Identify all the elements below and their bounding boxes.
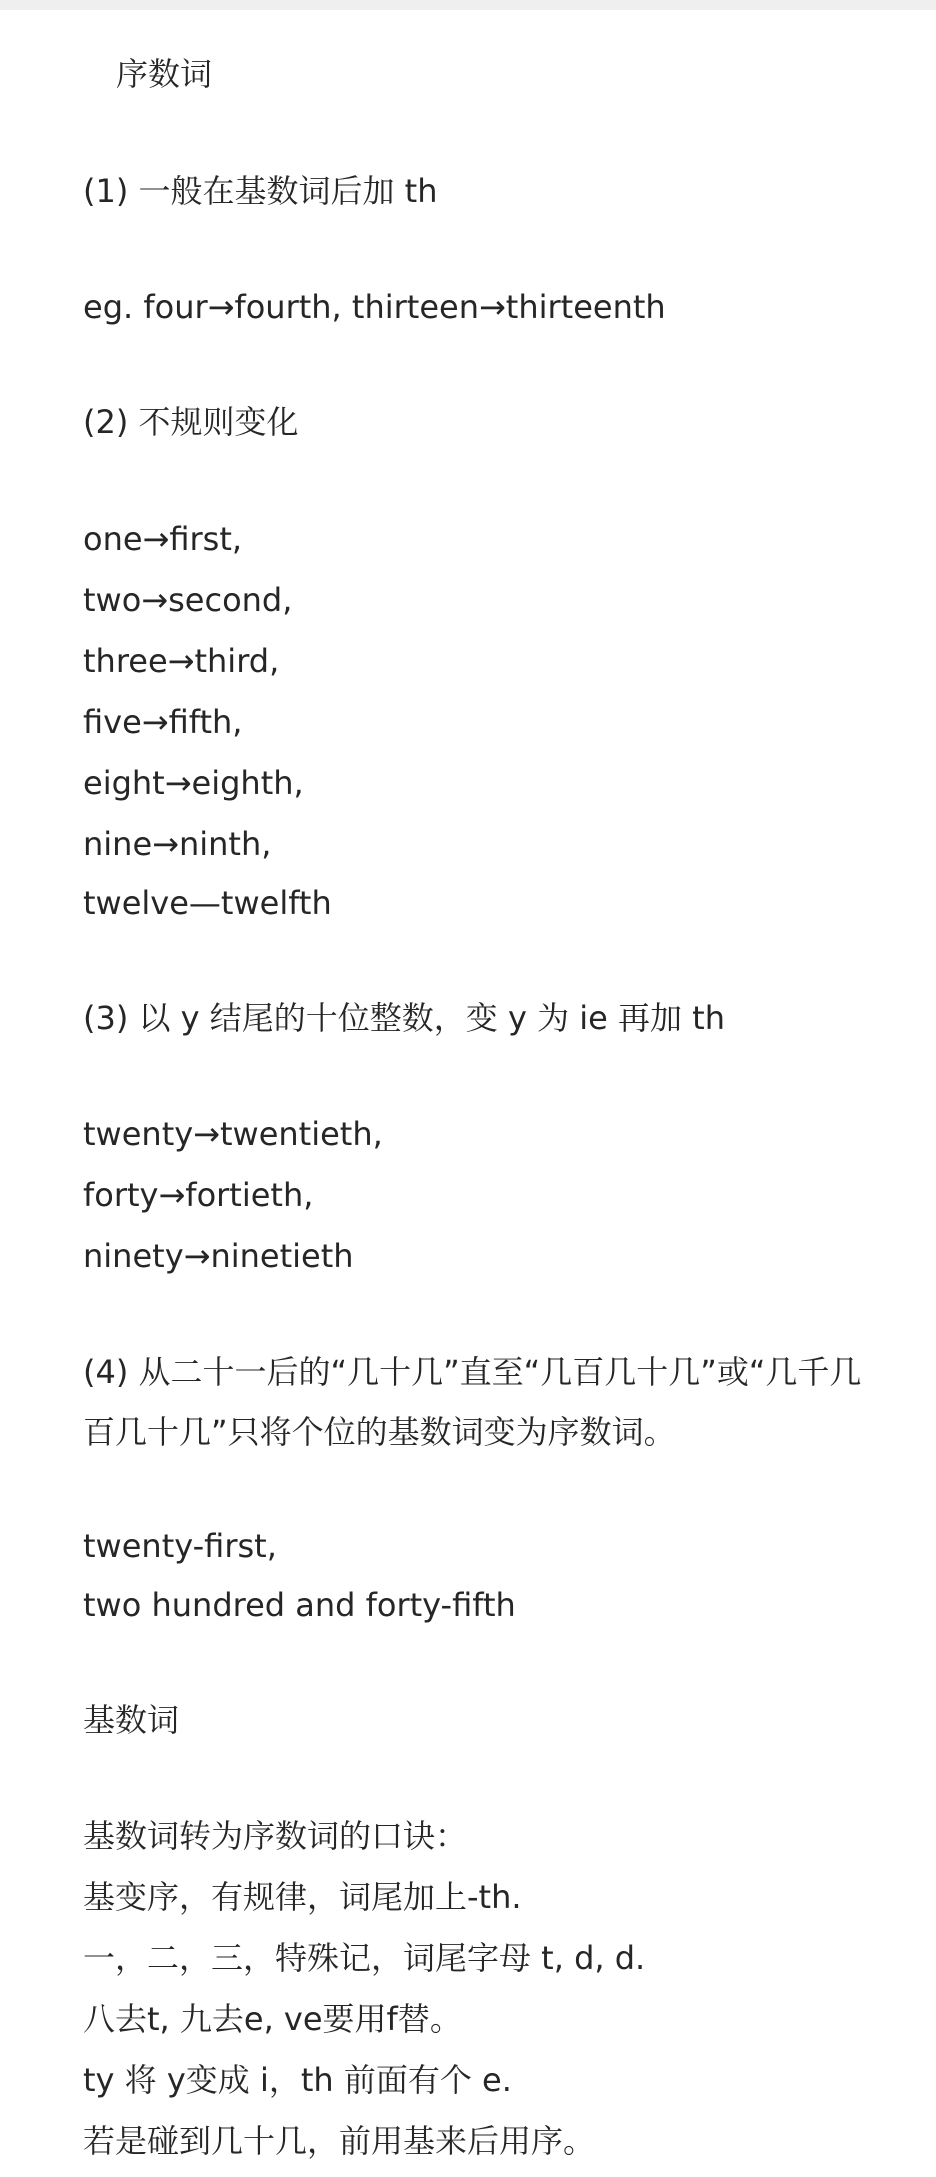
rule-3: (3) 以 y 结尾的十位整数，变 y 为 ie 再加 th [83, 999, 725, 1037]
irregular-item: nine→ninth, [83, 825, 272, 863]
irregular-item: eight→eighth, [83, 764, 304, 802]
mnemonic-line: 基变序，有规律，词尾加上-th. [83, 1878, 522, 1916]
mnemonic-line: 若是碰到几十几，前用基来后用序。 [83, 2122, 596, 2160]
irregular-item: two→second, [83, 581, 293, 619]
rule-4-line-1: (4) 从二十一后的“几十几”直至“几百几十几”或“几千几 [83, 1353, 862, 1391]
rule-1-example: eg. four→fourth, thirteen→thirteenth [83, 288, 666, 326]
mnemonic-title: 基数词转为序数词的口诀： [83, 1817, 468, 1855]
heading-ordinal-numbers: 序数词 [116, 55, 213, 93]
rule-3-example: ninety→ninetieth [83, 1237, 354, 1275]
irregular-item: twelve—twelfth [83, 884, 332, 922]
heading-cardinal-numbers: 基数词 [83, 1701, 180, 1739]
rule-4-example: two hundred and forty-fifth [83, 1586, 516, 1624]
mnemonic-line: 八去t, 九去e, ve要用f替。 [83, 2000, 462, 2038]
irregular-item: five→fifth, [83, 703, 243, 741]
irregular-item: three→third, [83, 642, 280, 680]
rule-4-line-2: 百几十几”只将个位的基数词变为序数词。 [83, 1413, 676, 1451]
mnemonic-line: ty 将 y变成 i，th 前面有个 e. [83, 2061, 512, 2099]
irregular-item: one→first, [83, 520, 243, 558]
rule-4-example: twenty-first, [83, 1527, 277, 1565]
mnemonic-line: 一，二，三，特殊记，词尾字母 t, d, d. [83, 1939, 646, 1977]
top-edge-strip [0, 0, 936, 10]
rule-3-example: forty→fortieth, [83, 1176, 314, 1214]
rule-1: (1) 一般在基数词后加 th [83, 172, 438, 210]
rule-3-example: twenty→twentieth, [83, 1115, 383, 1153]
rule-2: (2) 不规则变化 [83, 403, 299, 441]
